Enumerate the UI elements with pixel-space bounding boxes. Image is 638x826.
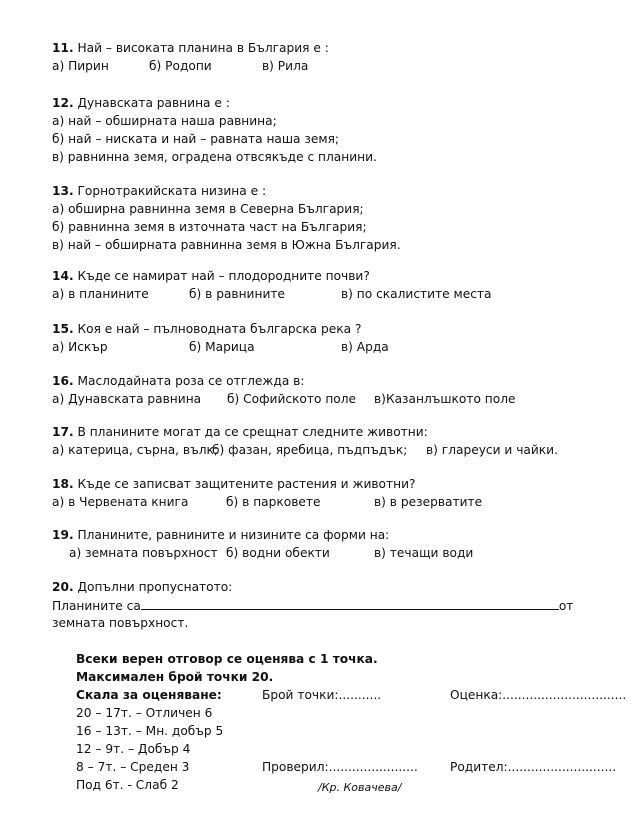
option-a: а) Искър <box>52 340 108 354</box>
option-a: а) Пирин <box>52 59 109 73</box>
scale-row: 16 – 13т. – Мн. добър 5 <box>76 724 224 738</box>
option-b: б) Марица <box>189 340 255 354</box>
scale-row: Под 6т. - Слаб 2 <box>76 778 179 792</box>
option-c: в) Рила <box>262 59 309 73</box>
question-12 <box>52 95 230 111</box>
option-b: б) Софийското поле <box>227 392 357 406</box>
question-text: Най – високата планина в България е : <box>77 41 329 55</box>
question-17 <box>52 424 428 440</box>
max-points: Максимален брой точки 20. <box>76 670 274 684</box>
option-a: а) в планините <box>52 287 149 301</box>
option-c: в) глареуси и чайки. <box>426 443 558 457</box>
question-text: Къде се записват защитените растения и животни? <box>77 477 416 491</box>
option-c: в) най – обширната равнинна земя в Южна България. <box>52 238 401 252</box>
question-11 <box>52 40 329 56</box>
question-number: 14. <box>52 269 74 283</box>
question-15-options <box>52 339 612 355</box>
question-14-options <box>52 286 612 302</box>
fill-line-2: земната повърхност. <box>52 616 189 630</box>
question-text: Планините, равнините и низините са форми на: <box>77 528 390 542</box>
fill-in-line <box>52 597 573 614</box>
option-c: в) в резерватите <box>374 495 483 509</box>
option-a: а) земната повърхност <box>69 546 218 560</box>
question-number: 11. <box>52 41 74 55</box>
option-b: б) Родопи <box>149 59 212 73</box>
question-19-options <box>52 545 612 561</box>
question-text: Допълни пропуснатото: <box>77 580 233 594</box>
scale-row: 8 – 7т. – Среден 3 <box>76 760 190 774</box>
checked-field: Проверил:....................... <box>262 760 418 774</box>
option-b: б) най – ниската и най – равната наша земя; <box>52 132 340 146</box>
option-a: а) обширна равнинна земя в Северна България; <box>52 202 364 216</box>
question-number: 13. <box>52 184 74 198</box>
question-19 <box>52 527 389 543</box>
question-text: Горнотракийската низина е : <box>77 184 267 198</box>
scale-row: 12 – 9т. – Добър 4 <box>76 742 191 756</box>
option-c: в) по скалистите места <box>341 287 492 301</box>
question-text: Дунавската равнина е : <box>77 96 230 110</box>
question-number: 18. <box>52 477 74 491</box>
question-number: 20. <box>52 580 74 594</box>
question-13 <box>52 183 266 199</box>
parent-field: Родител:............................ <box>450 760 617 774</box>
question-17-options <box>52 442 612 458</box>
grade-field: Оценка:................................ <box>450 688 627 702</box>
question-15 <box>52 321 361 337</box>
author-signature: /Кр. Ковачева/ <box>318 781 402 794</box>
question-number: 15. <box>52 322 74 336</box>
question-18 <box>52 476 415 492</box>
scale-title: Скала за оценяване: <box>76 688 222 702</box>
option-b: б) в равнините <box>189 287 285 301</box>
question-text: В планините могат да се срещнат следните животни: <box>77 425 428 439</box>
question-number: 17. <box>52 425 74 439</box>
question-11-options <box>52 58 612 74</box>
question-number: 19. <box>52 528 74 542</box>
option-c: в) равнинна земя, оградена отвсякъде с планини. <box>52 150 377 164</box>
option-a: а) най – обширната наша равнина; <box>52 114 277 128</box>
scoring-note: Всеки верен отговор се оценява с 1 точка. <box>76 652 378 666</box>
option-b: б) равнинна земя в източната част на България; <box>52 220 367 234</box>
question-16-options <box>52 391 612 407</box>
question-text: Маслодайната роза се отглежда в: <box>77 374 305 388</box>
question-text: Къде се намират най – плодородните почви? <box>77 269 370 283</box>
option-a: а) катерица, сърна, вълк; <box>52 443 218 457</box>
option-b: б) водни обекти <box>226 546 330 560</box>
option-c: в) течащи води <box>374 546 474 560</box>
option-c: в)Казанлъшкото поле <box>374 392 516 406</box>
question-20 <box>52 579 232 595</box>
scale-row: 20 – 17т. – Отличен 6 <box>76 706 213 720</box>
question-text: Коя е най – пълноводната българска река ? <box>77 322 362 336</box>
question-18-options <box>52 494 612 510</box>
option-b: б) в парковете <box>226 495 321 509</box>
question-number: 12. <box>52 96 74 110</box>
question-14 <box>52 268 370 284</box>
points-field: Брой точки:........... <box>262 688 382 702</box>
fill-in-blank[interactable] <box>141 597 559 610</box>
option-c: в) Арда <box>341 340 389 354</box>
question-16 <box>52 373 304 389</box>
option-a: а) в Червената книга <box>52 495 189 509</box>
option-a: а) Дунавската равнина <box>52 392 202 406</box>
fill-before: Планините са <box>52 599 141 613</box>
question-number: 16. <box>52 374 74 388</box>
fill-after: от <box>558 599 574 613</box>
option-b: б) фазан, яребица, пъдпъдък; <box>212 443 408 457</box>
